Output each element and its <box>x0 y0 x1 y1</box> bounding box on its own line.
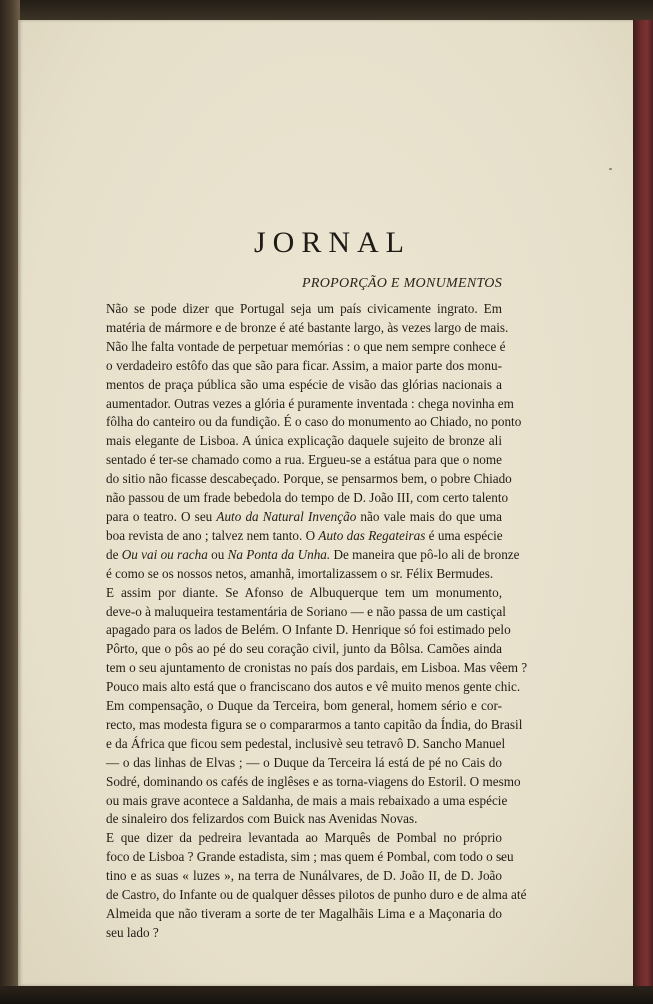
text-line: de Castro, do Infante ou de qualquer dêsses pilotos de punho duro e de alma até <box>106 887 527 903</box>
paragraph-1 <box>80 300 522 584</box>
work-title: Auto da Natural Invenção <box>216 508 357 524</box>
text-fragment: não vale mais do que uma <box>356 508 502 524</box>
work-title: Ou vai ou racha <box>121 546 208 562</box>
text-line: E que dizer da pedreira levantada ao Marquês de Pombal no próprio <box>106 830 502 846</box>
scan-border-left <box>0 0 20 1004</box>
text-line <box>80 527 502 546</box>
page-title: JORNAL <box>253 226 411 260</box>
paragraph-3 <box>80 697 523 829</box>
text-fragment: De maneira que pô-lo ali de bronze <box>330 546 520 562</box>
text-line: Pouco mais alto está que o franciscano dos autos e vê muito menos gente chic. <box>106 679 521 695</box>
text-line: foco de Lisboa ? Grande estadista, sim ; mas quem é Pombal, com todo o seu <box>106 849 514 865</box>
text-line: Não se pode dizer que Portugal seja um país civicamente ingrato. Em <box>106 301 502 316</box>
article-body <box>80 300 528 943</box>
text-line: ou mais grave acontece a Saldanha, de mais a mais rebaixado a uma espécie <box>106 792 508 808</box>
work-title: Na Ponta da Unha. <box>227 546 331 562</box>
text-line: sentado é ter-se chamado como a rua. Ergueu-se a estátua para que o nome <box>106 452 502 468</box>
text-line: é como se os nossos netos, amanhã, imortalizassem o sr. Félix Bermudes. <box>106 565 494 581</box>
text-line: recto, mas modesta figura se o compararmos a tanto capitão da Índia, do Brasil <box>106 716 523 732</box>
text-line: o verdadeiro estôfo das que são para ficar. Assim, a maior parte dos monu- <box>106 357 502 373</box>
text-line: de sinaleiro dos felizardos com Buick nas Avenidas Novas. <box>106 811 418 827</box>
paragraph-2 <box>80 584 528 697</box>
text-fragment: boa revista de ano ; talvez nem tanto. O <box>106 527 319 543</box>
text-line: E assim por diante. Se Afonso de Albuquerque tem um monumento, <box>106 584 502 600</box>
text-line: Não lhe falta vontade de perpetuar memórias : o que nem sempre conhece é <box>106 338 506 354</box>
text-line: aumentador. Outras vezes a glória é puramente inventada : chega novinha em <box>106 395 514 411</box>
text-line <box>80 508 502 527</box>
text-line: Pôrto, que o pôs ao pé do seu coração civil, junto da Bôlsa. Camões ainda <box>106 641 502 657</box>
text-line: Sodré, dominando os cafés de inglêses e as torna-viagens do Estoril. O mesmo <box>106 773 521 789</box>
paragraph-4 <box>80 829 527 942</box>
book-spine <box>633 20 653 986</box>
text-line: fôlha do canteiro ou da fundição. É o caso do monumento ao Chiado, no ponto <box>106 414 522 430</box>
text-line: mais elegante de Lisboa. A única explicação daquele sujeito de bronze ali <box>106 433 502 449</box>
text-fragment: de <box>106 546 122 562</box>
scan-border-bottom <box>0 986 653 1004</box>
text-line: apagado para os lados de Belém. O Infante D. Henrique só foi estimado pelo <box>106 622 511 638</box>
text-line: não passou de um frade bebedola do tempo de D. João III, com certo talento <box>106 490 509 506</box>
article-subtitle: PROPORÇÃO E MONUMENTOS <box>302 276 502 291</box>
text-line: deve-o à maluqueira testamentária de Soriano — e não passa de um castiçal <box>106 603 506 619</box>
text-line: seu lado ? <box>106 924 159 940</box>
text-fragment: ou <box>207 546 228 562</box>
text-line: matéria de mármore e de bronze é até bastante largo, às vezes largo de mais. <box>106 319 509 335</box>
work-title: Auto das Regateiras <box>318 527 426 543</box>
text-fragment: para o teatro. O seu <box>106 508 217 524</box>
text-line: e da África que ficou sem pedestal, inclusivè seu tetravô D. Sancho Manuel <box>106 735 506 751</box>
text-line: — o das linhas de Elvas ; — o Duque da Terceira lá está de pé no Cais do <box>106 754 502 770</box>
text-line: tem o seu ajuntamento de cronistas no país dos pardais, em Lisboa. Mas vêem ? <box>106 660 528 676</box>
paper-speck <box>609 168 612 170</box>
text-line: mentos de praça pública são uma espécie de visão das glórias nacionais a <box>106 376 502 392</box>
scan-border-top <box>0 0 653 20</box>
text-line: do sitio não ficasse descabeçado. Porque, se pensarmos bem, o pobre Chiado <box>106 471 512 487</box>
text-line: Em compensação, o Duque da Terceira, bom general, homem sério e cor- <box>106 698 502 714</box>
text-line: Almeida que não tiveram a sorte de ter Magalhãis Lima e a Maçonaria do <box>106 906 502 921</box>
text-fragment: é uma espécie <box>425 527 503 543</box>
text-line <box>80 546 520 565</box>
text-line: tino e as suas « luzes », na terra de Nunálvares, de D. João II, de D. João <box>106 868 502 884</box>
